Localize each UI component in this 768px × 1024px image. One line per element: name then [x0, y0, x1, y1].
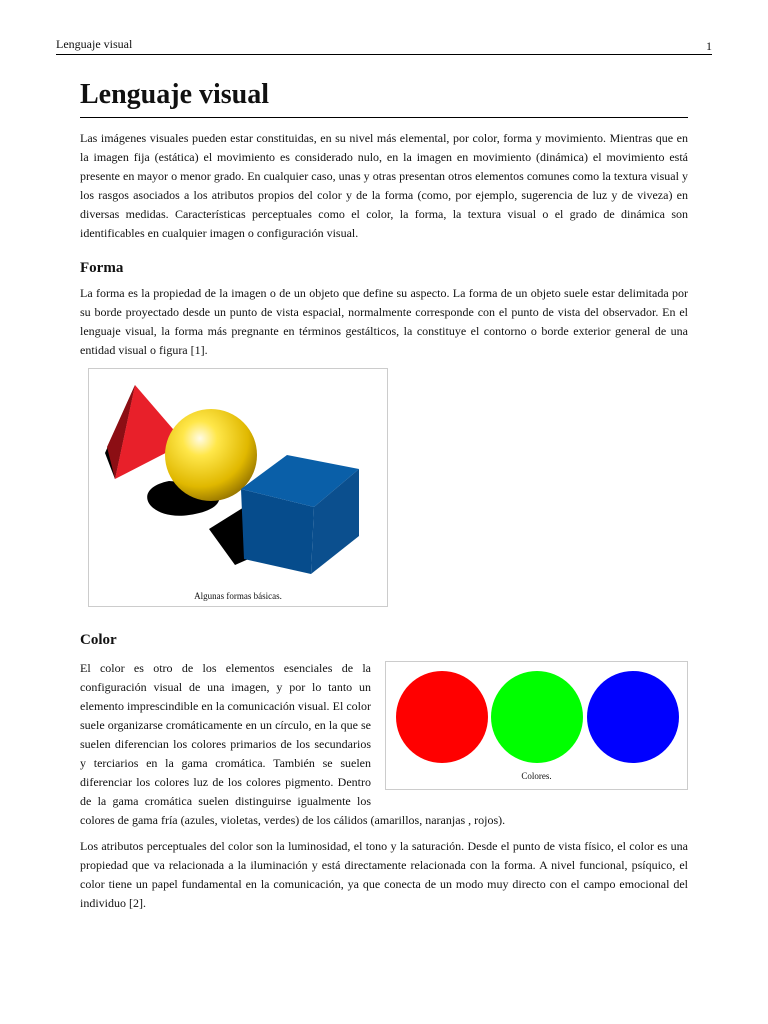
page-number: 1: [706, 39, 712, 53]
green-circle: [491, 671, 583, 763]
color-paragraph-2: Los atributos perceptuales del color son la luminosidad, el tono y la saturación. Desde el punto de vista físico, el color es una propiedad que va relacionada a la iluminación y está directamente relacionada con la forma. A nivel funcional, psíquico, el color tiene un papel fundamental en la comunicación, ya que conecta de un modo muy directo con el campo emocional del individuo [2].: [80, 839, 688, 910]
running-header: [56, 37, 712, 55]
page-title: Lenguaje visual: [80, 78, 688, 118]
red-circle: [396, 671, 488, 763]
blue-circle: [587, 671, 679, 763]
intro-paragraph: Las imágenes visuales pueden estar constituidas, en su nivel más elemental, por color, forma y movimiento. Mientras que en la imagen fija (estática) el movimiento es considerado nulo, en la imagen en movimiento (dinámica) el movimiento está presente en mayor o menor grado. En cualquier caso, unas y otras presentan otros elementos comunes como la textura visual y los rasgos asociados a los atributos propios del color y de la forma (como, por ejemplo, sugerencia de luz y de viveza) en diversas medidas. Características perceptuales como el color, la forma, la textura visual o el grado de dinámica son identificables en cualquier imagen o configuración visual.: [80, 131, 688, 240]
colors-figure-caption: Colores.: [521, 771, 552, 781]
color-section: [80, 659, 688, 913]
shapes-figure-caption: Algunas formas básicas.: [194, 591, 282, 601]
color-paragraph-1: El color es otro de los elementos esenciales de la configuración visual de una imagen, y por lo tanto un elemento imprescindible en la comunicación visual. El color suele organizarse cromáticamente en un círculo, en la que se suelen diferencian los colores primarios de los secundarios y terciarios en la gama cromática. También se suelen diferenciar los colores luz de los colores pigmento. Dentro de la gama cromática suelen distinguirse igualmente los colores de gama fría (azules, violetas, verdes) de los cálidos (amarillos, naranjas , rojos).: [80, 661, 506, 827]
sphere: [165, 409, 257, 501]
shapes-illustration: [89, 369, 389, 608]
article-body: [80, 78, 688, 913]
colors-figure: [385, 661, 688, 790]
forma-paragraph: La forma es la propiedad de la imagen o de un objeto que define su aspecto. La forma de un objeto suele estar delimitada por su borde proyectado desde un punto de vista espacial, normalmente corresponde con el punto de vista del observador. En el lenguaje visual, la forma más pregnante en términos gestálticos, la constituye el contorno o borde exterior general de una entidad visual o figura [1].: [80, 286, 688, 357]
section-heading-forma: Forma: [80, 260, 124, 276]
shapes-figure: [88, 368, 388, 607]
section-heading-color: Color: [80, 632, 117, 648]
running-title: Lenguaje visual: [56, 37, 133, 51]
